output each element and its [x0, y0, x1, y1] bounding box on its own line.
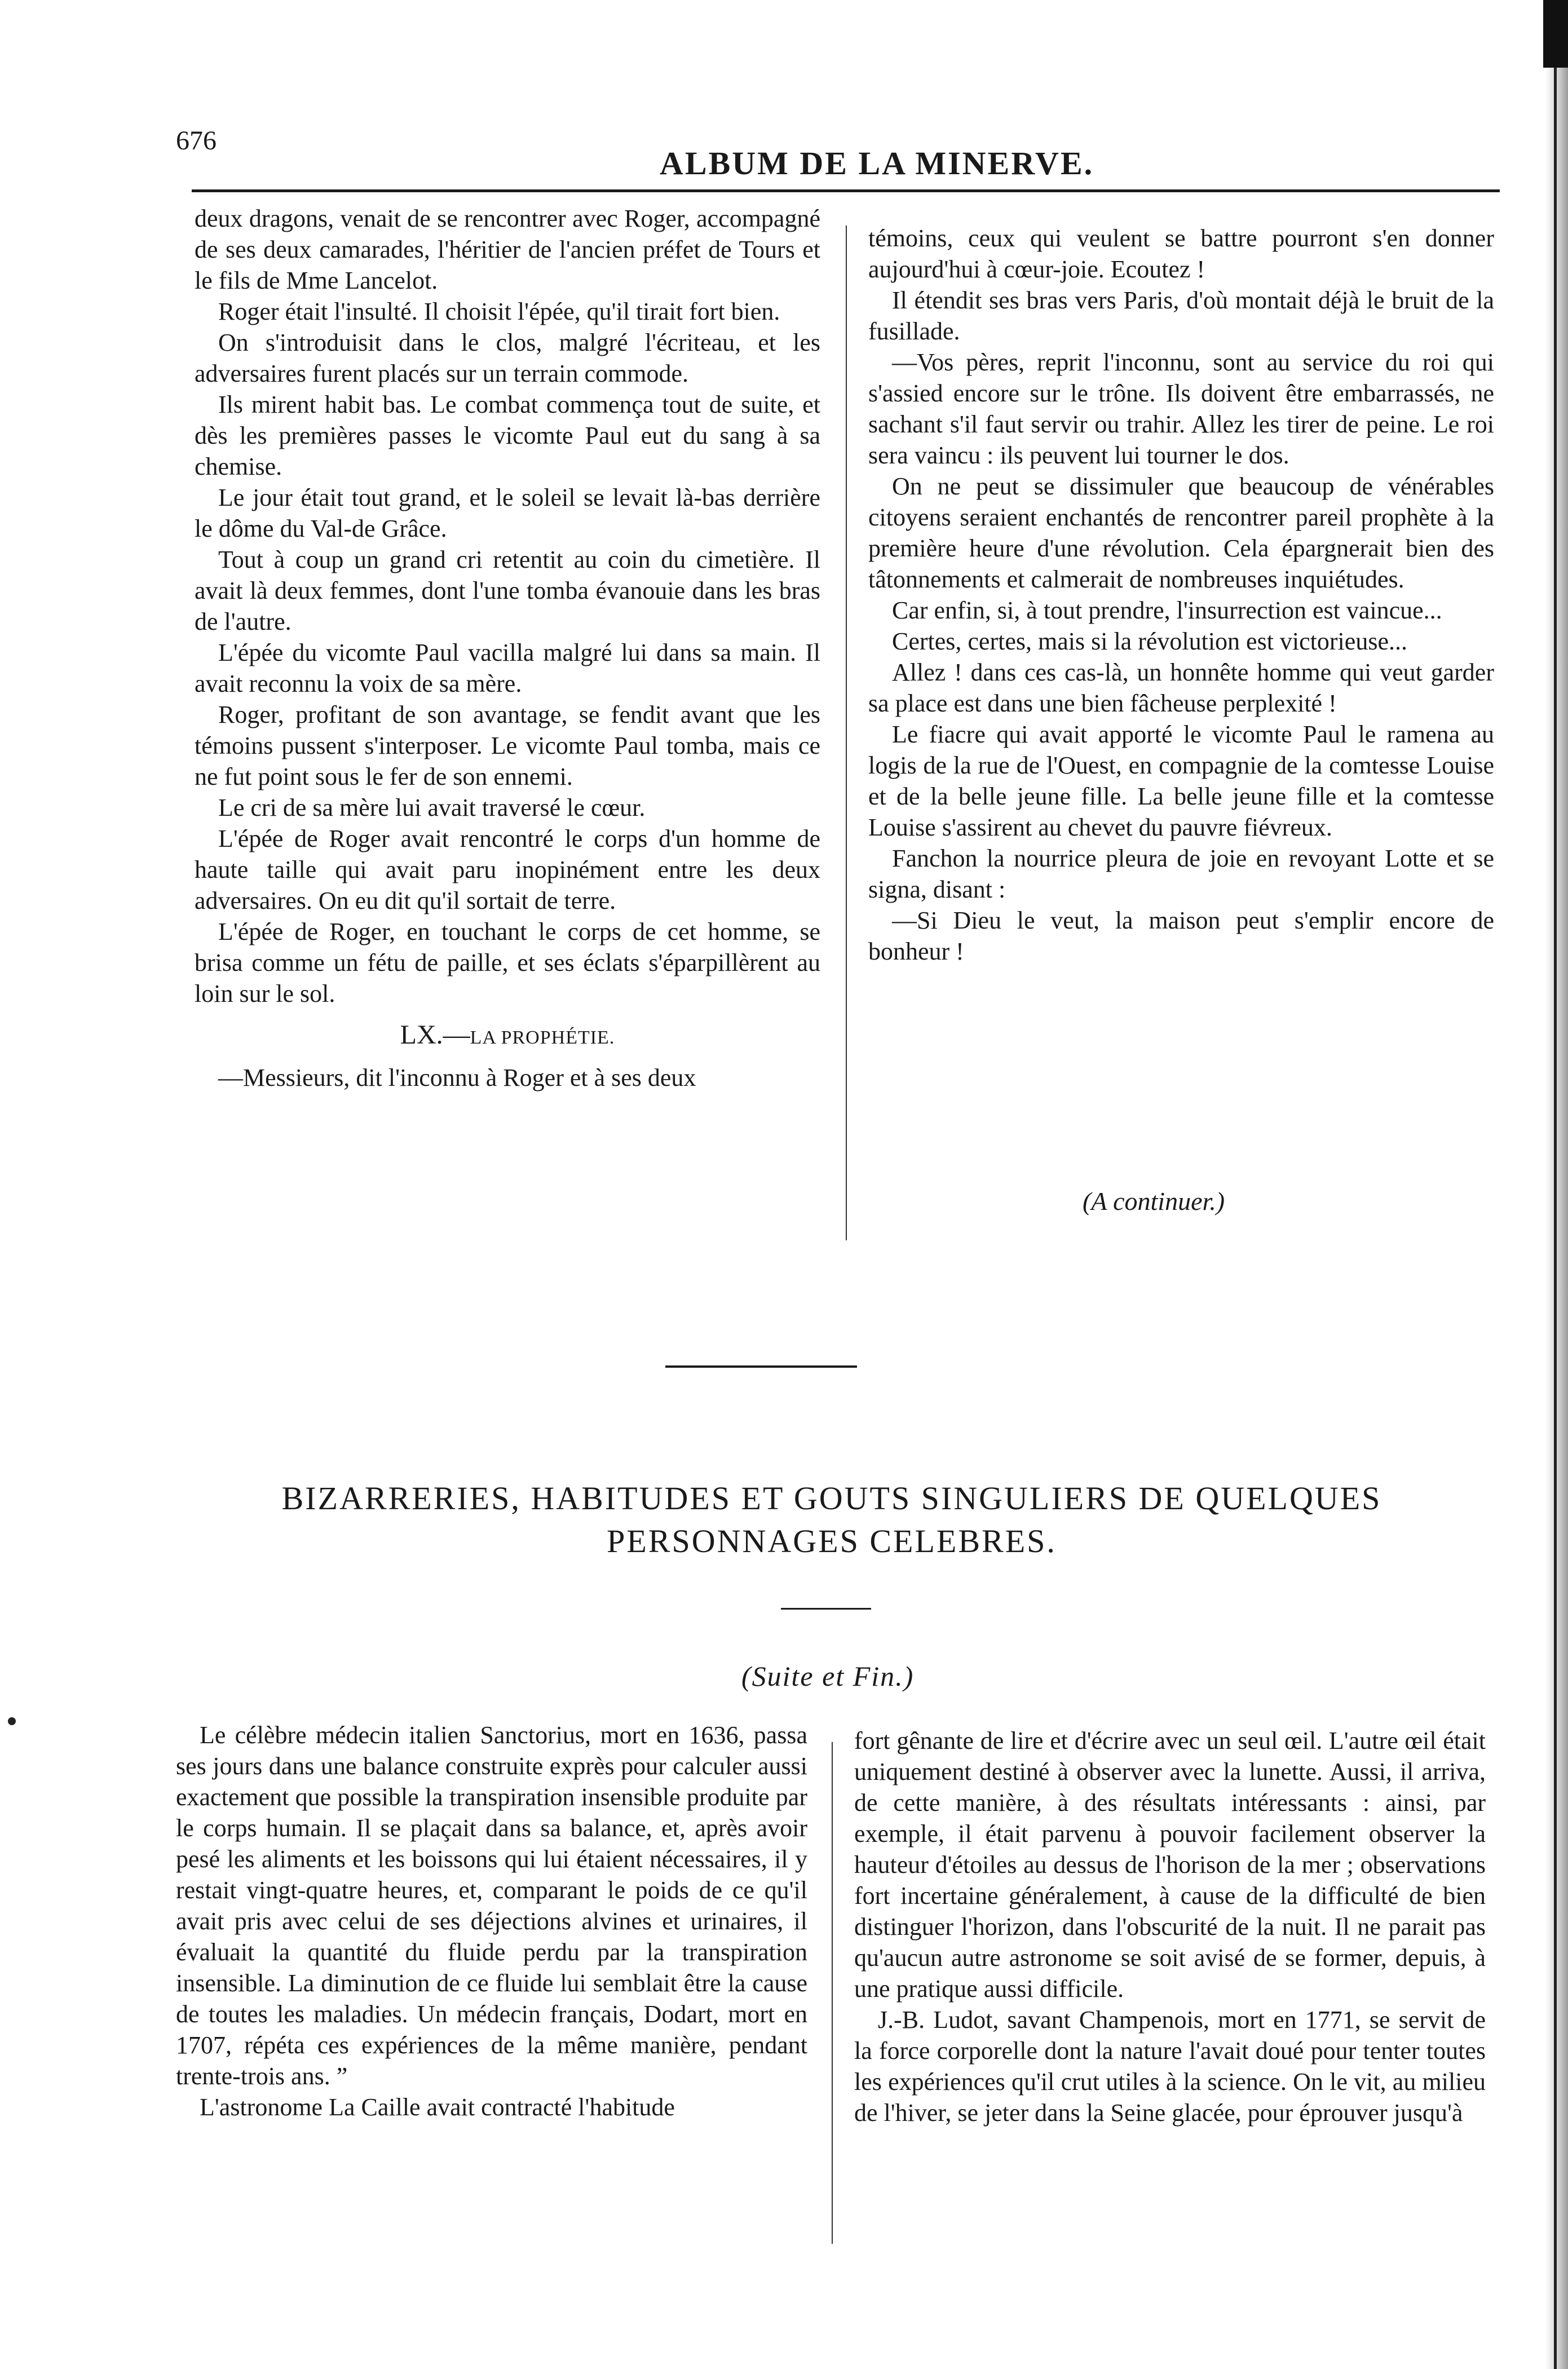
- chapter-number: LX.—: [400, 1020, 470, 1050]
- page-number: 676: [176, 126, 217, 156]
- paragraph: Le jour était tout grand, et le soleil se levait là-bas derrière le dôme du Val-de Grâce.: [195, 484, 820, 542]
- column-divider: [846, 226, 847, 1240]
- header-rule: [192, 189, 1500, 192]
- paragraph: —Vos pères, reprit l'inconnu, sont au service du roi qui s'assied encore sur le trône. Ils doivent être embarrassés, ne sachant s'il faut servir ou trahir. Allez les tirer de peine. Le roi sera vaincu : ils peuvent lui tourner le dos.: [868, 348, 1494, 469]
- article-subtitle: (Suite et Fin.): [741, 1660, 915, 1692]
- margin-dot: [8, 1717, 16, 1725]
- title-rule: [781, 1608, 871, 1610]
- paragraph: Roger, profitant de son avantage, se fendit avant que les témoins pussent s'interposer. Le vicomte Paul tomba, mais ce ne fut point sous le fer de son ennemi.: [195, 701, 820, 790]
- paragraph: —Si Dieu le veut, la maison peut s'emplir encore de bonheur !: [868, 907, 1494, 965]
- chapter-heading: [195, 1019, 820, 1053]
- page-edge-notch: [1543, 0, 1568, 68]
- paragraph: Ils mirent habit bas. Le combat commença tout de suite, et dès les premières passes le vicomte Paul eut du sang à sa chemise.: [195, 391, 820, 480]
- paragraph: Le célèbre médecin italien Sanctorius, mort en 1636, passa ses jours dans une balance construite exprès pour calculer aussi exactement que possible la transpiration insensible produite par le corps humain. Il se plaçait dans sa balance, et, après avoir pesé les aliments et les boissons qui lui étaient nécessaires, il y restait vingt-quatre heures, et, comparant le poids de ce qu'il avait pris avec celui de ses déjections alvines et urinaires, il évaluait la quantité du fluide perdu par la transpiration insensible. La diminution de ce fluide lui semblait être la cause de toutes les maladies. Un médecin français, Dodart, mort en 1707, répéta ces expériences de la même manière, pendant trente-trois ans. ”: [176, 1721, 807, 2090]
- story-right-column: [868, 223, 1494, 967]
- paragraph: —Messieurs, dit l'inconnu à Roger et à ses deux: [218, 1064, 696, 1091]
- chapter-title: LA PROPHÉTIE.: [470, 1027, 615, 1048]
- paragraph: L'épée de Roger avait rencontré le corps d'un homme de haute taille qui avait paru inopinément entre les deux adversaires. On eu dit qu'il sortait de terre.: [195, 825, 820, 914]
- paragraph: Tout à coup un grand cri retentit au coin du cimetière. Il avait là deux femmes, dont l'une tomba évanouie dans les bras de l'autre.: [195, 546, 820, 635]
- article-left-column: [176, 1720, 807, 2123]
- paragraph: Le fiacre qui avait apporté le vicomte Paul le ramena au logis de la rue de l'Ouest, en compagnie de la comtesse Louise et de la belle jeune fille. La belle jeune fille et la comtesse Louise s'assirent au chevet du pauvre fiévreux.: [868, 721, 1494, 841]
- paragraph: On ne peut se dissimuler que beaucoup de vénérables citoyens seraient enchantés de rencontrer pareil prophète à la première heure d'une révolution. Cela épargnerait bien des tâtonnements et calmerait de nombreuses inquiétudes.: [868, 472, 1494, 593]
- section-rule: [665, 1365, 857, 1368]
- paragraph: témoins, ceux qui veulent se battre pourront s'en donner aujourd'hui à cœur-joie. Ecoutez !: [868, 224, 1494, 283]
- paragraph: L'astronome La Caille avait contracté l'habitude: [200, 2093, 675, 2121]
- paragraph: Car enfin, si, à tout prendre, l'insurrection est vaincue...: [892, 596, 1442, 624]
- paragraph: L'épée de Roger, en touchant le corps de cet homme, se brisa comme un fétu de paille, et ses éclats s'éparpillèrent au loin sur le sol.: [195, 918, 820, 1007]
- page-edge-shadow: [1545, 0, 1568, 2369]
- story-left-column: [195, 203, 820, 1093]
- paragraph: Le cri de sa mère lui avait traversé le cœur.: [218, 794, 646, 821]
- page-edge-line: [1554, 0, 1557, 2369]
- paragraph: L'épée du vicomte Paul vacilla malgré lui dans sa main. Il avait reconnu la voix de sa mère.: [195, 639, 820, 697]
- running-title: ALBUM DE LA MINERVE.: [660, 145, 1094, 182]
- article-title: BIZARRERIES, HABITUDES ET GOUTS SINGULIERS DE QUELQUES PERSONNAGES CELEBRES.: [281, 1480, 1382, 1559]
- paragraph: deux dragons, venait de se rencontrer avec Roger, accompagné de ses deux camarades, l'héritier de l'ancien préfet de Tours et le fils de Mme Lancelot.: [195, 205, 820, 294]
- paragraph: fort gênante de lire et d'écrire avec un seul œil. L'autre œil était uniquement destiné à observer avec la lunette. Aussi, il arriva, de cette manière, à des résultats intéressants : ainsi, par exemple, il était parvenu à pouvoir facilement observer la hauteur d'étoiles au dessus de l'horison de la mer ; observations fort incertaine généralement, à cause de la difficulté de bien distinguer l'horizon, dans l'obscurité de la nuit. Il ne parait pas qu'aucun autre astronome se soit avisé de se former, depuis, à une pratique aussi difficile.: [854, 1727, 1486, 2003]
- paragraph: J.-B. Ludot, savant Champenois, mort en 1771, se servit de la force corporelle dont la nature l'avait doué pour tenter toutes les expériences qu'il crut utiles à la science. On le vit, au milieu de l'hiver, se jeter dans la Seine glacée, pour éprouver jusqu'à: [854, 2006, 1486, 2127]
- paragraph: Allez ! dans ces cas-là, un honnête homme qui veut garder sa place est dans une bien fâcheuse perplexité !: [868, 658, 1494, 717]
- article-right-column: [854, 1725, 1486, 2128]
- continuation-note: (A continuer.): [1083, 1187, 1225, 1216]
- paragraph: Roger était l'insulté. Il choisit l'épée, qu'il tirait fort bien.: [218, 298, 780, 325]
- paragraph: On s'introduisit dans le clos, malgré l'écriteau, et les adversaires furent placés sur un terrain commode.: [195, 329, 820, 387]
- paragraph: Il étendit ses bras vers Paris, d'où montait déjà le bruit de la fusillade.: [868, 286, 1494, 345]
- paragraph: Certes, certes, mais si la révolution est victorieuse...: [892, 627, 1407, 655]
- column-divider: [832, 1742, 833, 2244]
- paragraph: Fanchon la nourrice pleura de joie en revoyant Lotte et se signa, disant :: [868, 845, 1494, 903]
